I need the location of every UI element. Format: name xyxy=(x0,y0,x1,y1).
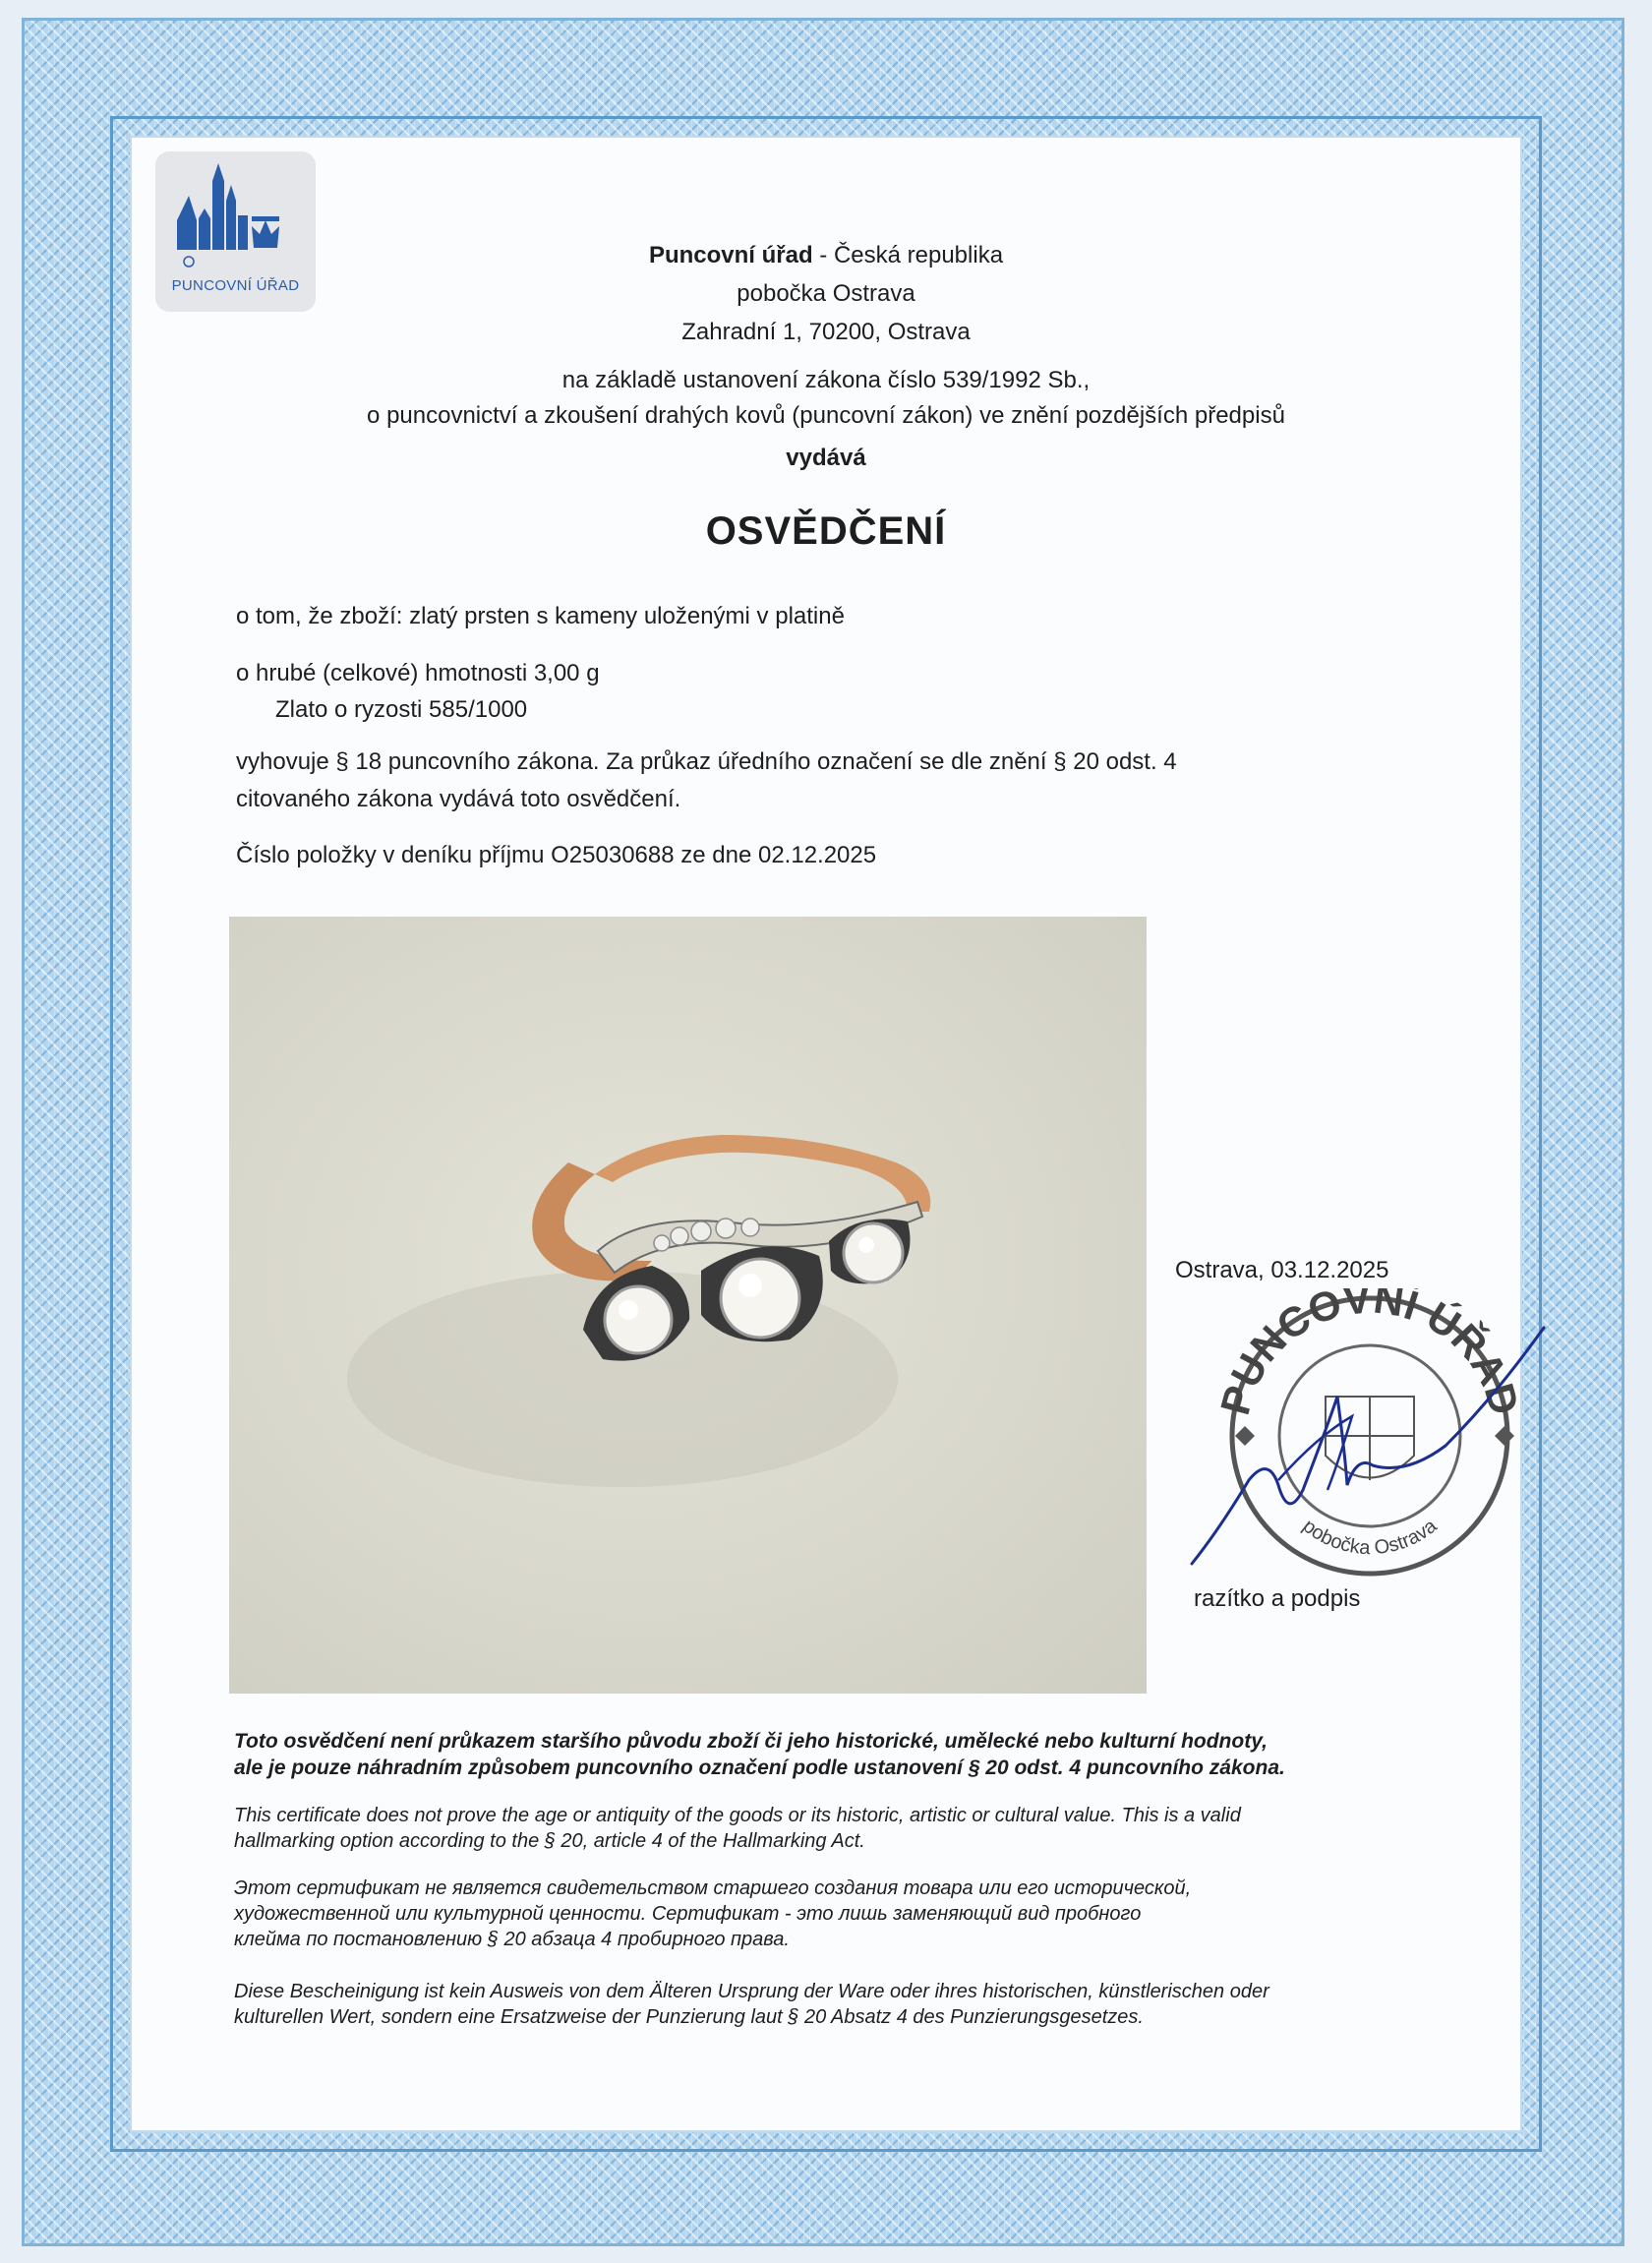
issues-label: vydává xyxy=(786,445,866,471)
office-name: Puncovní úřad - Česká republika xyxy=(648,242,1004,268)
disclaimer-ru-cont2: клейма по постановлению § 20 абзаца 4 пробирного права. xyxy=(234,1929,790,1950)
stamp-bottom-text: pobočka Ostrava xyxy=(1298,1515,1442,1560)
ring-photo xyxy=(229,917,1147,1694)
signature-label: razítko a podpis xyxy=(1194,1585,1361,1612)
compliance-text: vyhovuje § 18 puncovního zákona. Za průkaz úředního označení se dle znění § 20 odst. 4 xyxy=(236,748,1177,775)
gross-weight: o hrubé (celkové) hmotnosti 3,00 g xyxy=(236,660,600,686)
compliance-text-cont: citovaného zákona vydává toto osvědčení. xyxy=(236,786,681,812)
disclaimer-de: Diese Bescheinigung ist kein Ausweis von dem Älteren Ursprung der Ware oder ihres historischen, künstlerischen oder xyxy=(234,1981,1269,2002)
item-number: Číslo položky v deníku příjmu O25030688 ze dne 02.12.2025 xyxy=(236,842,877,868)
branch-name: pobočka Ostrava xyxy=(737,280,915,307)
disclaimer-ru: Этот сертификат не является свидетельством старшего создания товара или его исторической, xyxy=(234,1877,1192,1899)
signature xyxy=(1180,1318,1554,1603)
law-reference: na základě ustanovení zákona číslo 539/1992 Sb., xyxy=(561,367,1091,393)
disclaimer-en-cont: hallmarking option according to the § 20, article 4 of the Hallmarking Act. xyxy=(234,1830,865,1852)
disclaimer-en: This certificate does not prove the age or antiquity of the goods or its historic, artistic or cultural value. This is a valid xyxy=(234,1805,1241,1826)
law-title: o puncovnictví a zkoušení drahých kovů (puncovní zákon) ve znění pozdějších předpisů xyxy=(367,402,1285,429)
disclaimer-cz-cont: ale je pouze náhradním způsobem puncovního označení podle ustanovení § 20 odst. 4 puncovního zákona. xyxy=(234,1757,1285,1779)
disclaimer-cz: Toto osvědčení není průkazem staršího původu zboží či jeho historické, umělecké nebo kulturní hodnoty, xyxy=(234,1730,1268,1753)
office-address: Zahradní 1, 70200, Ostrava xyxy=(681,319,971,345)
ring-illustration xyxy=(229,917,1147,1694)
stamp-top-text: PUNCOVNÍ ÚŘAD xyxy=(1210,1288,1529,1420)
certificate-title: OSVĚDČENÍ xyxy=(705,509,947,553)
goods-description: o tom, že zboží: zlatý prsten s kameny uloženými v platině xyxy=(236,603,845,629)
gold-fineness: Zlato o ryzosti 585/1000 xyxy=(275,696,528,723)
place-and-date: Ostrava, 03.12.2025 xyxy=(1175,1257,1389,1283)
logo-caption: PUNCOVNÍ ÚŘAD xyxy=(171,277,300,294)
disclaimer-de-cont: kulturellen Wert, sondern eine Ersatzweise der Punzierung laut § 20 Absatz 4 des Punzierungsgesetzes. xyxy=(234,2006,1144,2028)
disclaimer-ru-cont: художественной или культурной ценности. Сертификат - это лишь заменяющий вид пробного xyxy=(234,1903,1142,1925)
